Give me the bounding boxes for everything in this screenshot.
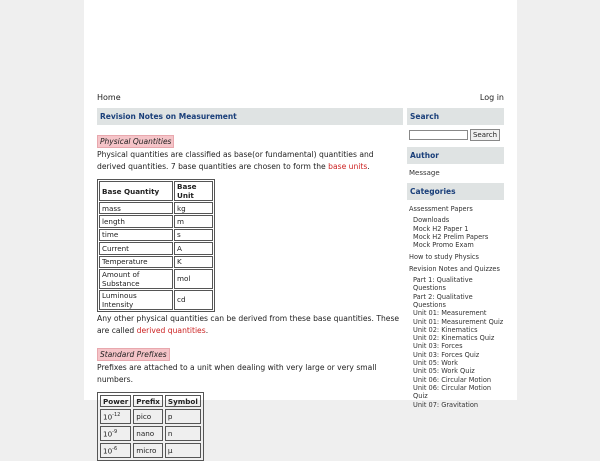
subcategory-item[interactable]: Unit 01: Measurement — [413, 309, 487, 318]
page — [84, 0, 517, 456]
main-content — [97, 108, 403, 461]
dq-text: Any other physical quantities can be derived from these base quantities. These are called — [97, 313, 400, 335]
dq-end: . — [205, 325, 209, 335]
physical-quantities-section — [97, 129, 403, 148]
prefixes-table — [97, 392, 204, 461]
table-header-cell: Base Quantity — [99, 181, 173, 201]
table-cell: Luminous Intensity — [99, 290, 173, 310]
table-cell: A — [174, 242, 213, 254]
table-header-cell: Symbol — [165, 395, 201, 407]
subcategory-item[interactable]: Downloads — [413, 216, 450, 225]
category-item[interactable]: Revision Notes and Quizzes — [409, 264, 500, 273]
search-button[interactable]: Search — [470, 129, 500, 141]
base-units-link[interactable]: base units — [328, 162, 368, 171]
physical-quantities-heading: Physical Quantities — [97, 135, 174, 148]
table-row — [100, 443, 201, 458]
table-cell: K — [174, 256, 213, 268]
subcategory-item[interactable]: Part 2: Qualitative Questions — [413, 292, 473, 309]
subcategory-item[interactable]: Unit 05: Work — [413, 359, 458, 368]
category-item[interactable]: How to study Physics — [409, 253, 479, 262]
categories-list — [407, 200, 504, 413]
table-row — [99, 202, 213, 214]
table-header-cell: Power — [100, 395, 131, 407]
subcategory-item[interactable]: Unit 03: Forces Quiz — [413, 350, 480, 359]
table-row — [100, 409, 201, 424]
subcategory-item[interactable]: Unit 07: Gravitation — [413, 400, 479, 409]
table-cell: mol — [174, 269, 213, 289]
author-widget-title: Author — [407, 147, 504, 164]
power-base: 10 — [103, 429, 113, 439]
table-cell: s — [174, 229, 213, 241]
table-row — [99, 290, 213, 310]
search-form — [407, 125, 504, 143]
subcategory-item[interactable]: Mock H2 Paper 1 — [413, 224, 469, 233]
prefix-cell: pico — [133, 409, 163, 424]
home-link[interactable]: Home — [97, 93, 121, 102]
table-header-cell: Prefix — [133, 395, 163, 407]
subcategory-item[interactable]: Unit 02: Kinematics — [413, 325, 478, 334]
power-base: 10 — [103, 446, 113, 456]
prefix-cell: micro — [133, 443, 163, 458]
subcategory-item[interactable]: Unit 06: Circular Motion Quiz — [413, 383, 492, 401]
table-row — [99, 256, 213, 268]
table-cell: time — [99, 229, 173, 241]
power-exponent: -12 — [112, 412, 121, 419]
subcategory-item[interactable]: Unit 05: Work Quiz — [413, 367, 475, 376]
search-widget-title: Search — [407, 108, 504, 125]
power-cell — [100, 409, 131, 424]
table-cell: m — [174, 215, 213, 227]
table-row — [99, 269, 213, 289]
derived-quantities-link[interactable]: derived quantities — [136, 325, 206, 335]
table-header-row — [99, 181, 213, 201]
table-cell: Temperature — [99, 256, 173, 268]
subcategory-item[interactable]: Unit 01: Measurement Quiz — [413, 317, 504, 326]
symbol-cell: n — [165, 426, 201, 441]
table-header-cell: Base Unit — [174, 181, 213, 201]
table-cell: mass — [99, 202, 173, 214]
power-cell — [100, 443, 131, 458]
table-row — [99, 229, 213, 241]
table-cell: Current — [99, 242, 173, 254]
physical-quantities-text — [97, 149, 403, 173]
table-cell: length — [99, 215, 173, 227]
prefix-cell: nano — [133, 426, 163, 441]
subcategory-item[interactable]: Part 1: Qualitative Questions — [413, 276, 473, 293]
table-cell: Amount of Substance — [99, 269, 173, 289]
table-header-row — [100, 395, 201, 407]
search-input[interactable] — [409, 130, 468, 140]
subcategory-item[interactable]: Unit 06: Circular Motion — [413, 375, 492, 384]
pq-end: . — [367, 162, 370, 171]
standard-prefixes-heading: Standard Prefixes — [97, 348, 170, 361]
login-link[interactable]: Log in — [479, 93, 504, 102]
subcategory-item[interactable]: Unit 03: Forces — [413, 342, 463, 351]
subcategory-item[interactable]: Mock Promo Exam — [413, 241, 474, 250]
symbol-cell: p — [165, 409, 201, 424]
power-base: 10 — [103, 412, 113, 422]
symbol-cell: μ — [165, 443, 201, 458]
category-item[interactable]: Assessment Papers — [409, 205, 473, 213]
derived-quantities-text — [97, 313, 403, 337]
table-row — [99, 242, 213, 254]
base-quantities-table — [97, 179, 215, 312]
pq-text: Physical quantities are classified as base(or fundamental) quantities and derived quantities. 7 base quantities are chosen to form the — [97, 150, 374, 171]
prefixes-text: Prefixes are attached to a unit when dealing with very large or very small numbers. — [97, 362, 377, 384]
table-cell: cd — [174, 290, 213, 310]
sidebar — [407, 108, 504, 413]
top-nav — [97, 93, 504, 105]
standard-prefixes-section — [97, 342, 403, 361]
message-link[interactable]: Message — [409, 169, 440, 177]
categories-widget-title: Categories — [407, 183, 504, 200]
table-row — [100, 426, 201, 441]
subcategory-item[interactable]: Mock H2 Prelim Papers — [413, 232, 489, 241]
category-spacer — [409, 409, 504, 413]
post-title: Revision Notes on Measurement — [97, 108, 403, 125]
subcategory-item[interactable]: Unit 02: Kinematics Quiz — [413, 334, 495, 343]
table-row — [99, 215, 213, 227]
power-exponent: -6 — [112, 446, 118, 453]
power-cell — [100, 426, 131, 441]
table-cell: kg — [174, 202, 213, 214]
power-exponent: -9 — [112, 429, 118, 436]
